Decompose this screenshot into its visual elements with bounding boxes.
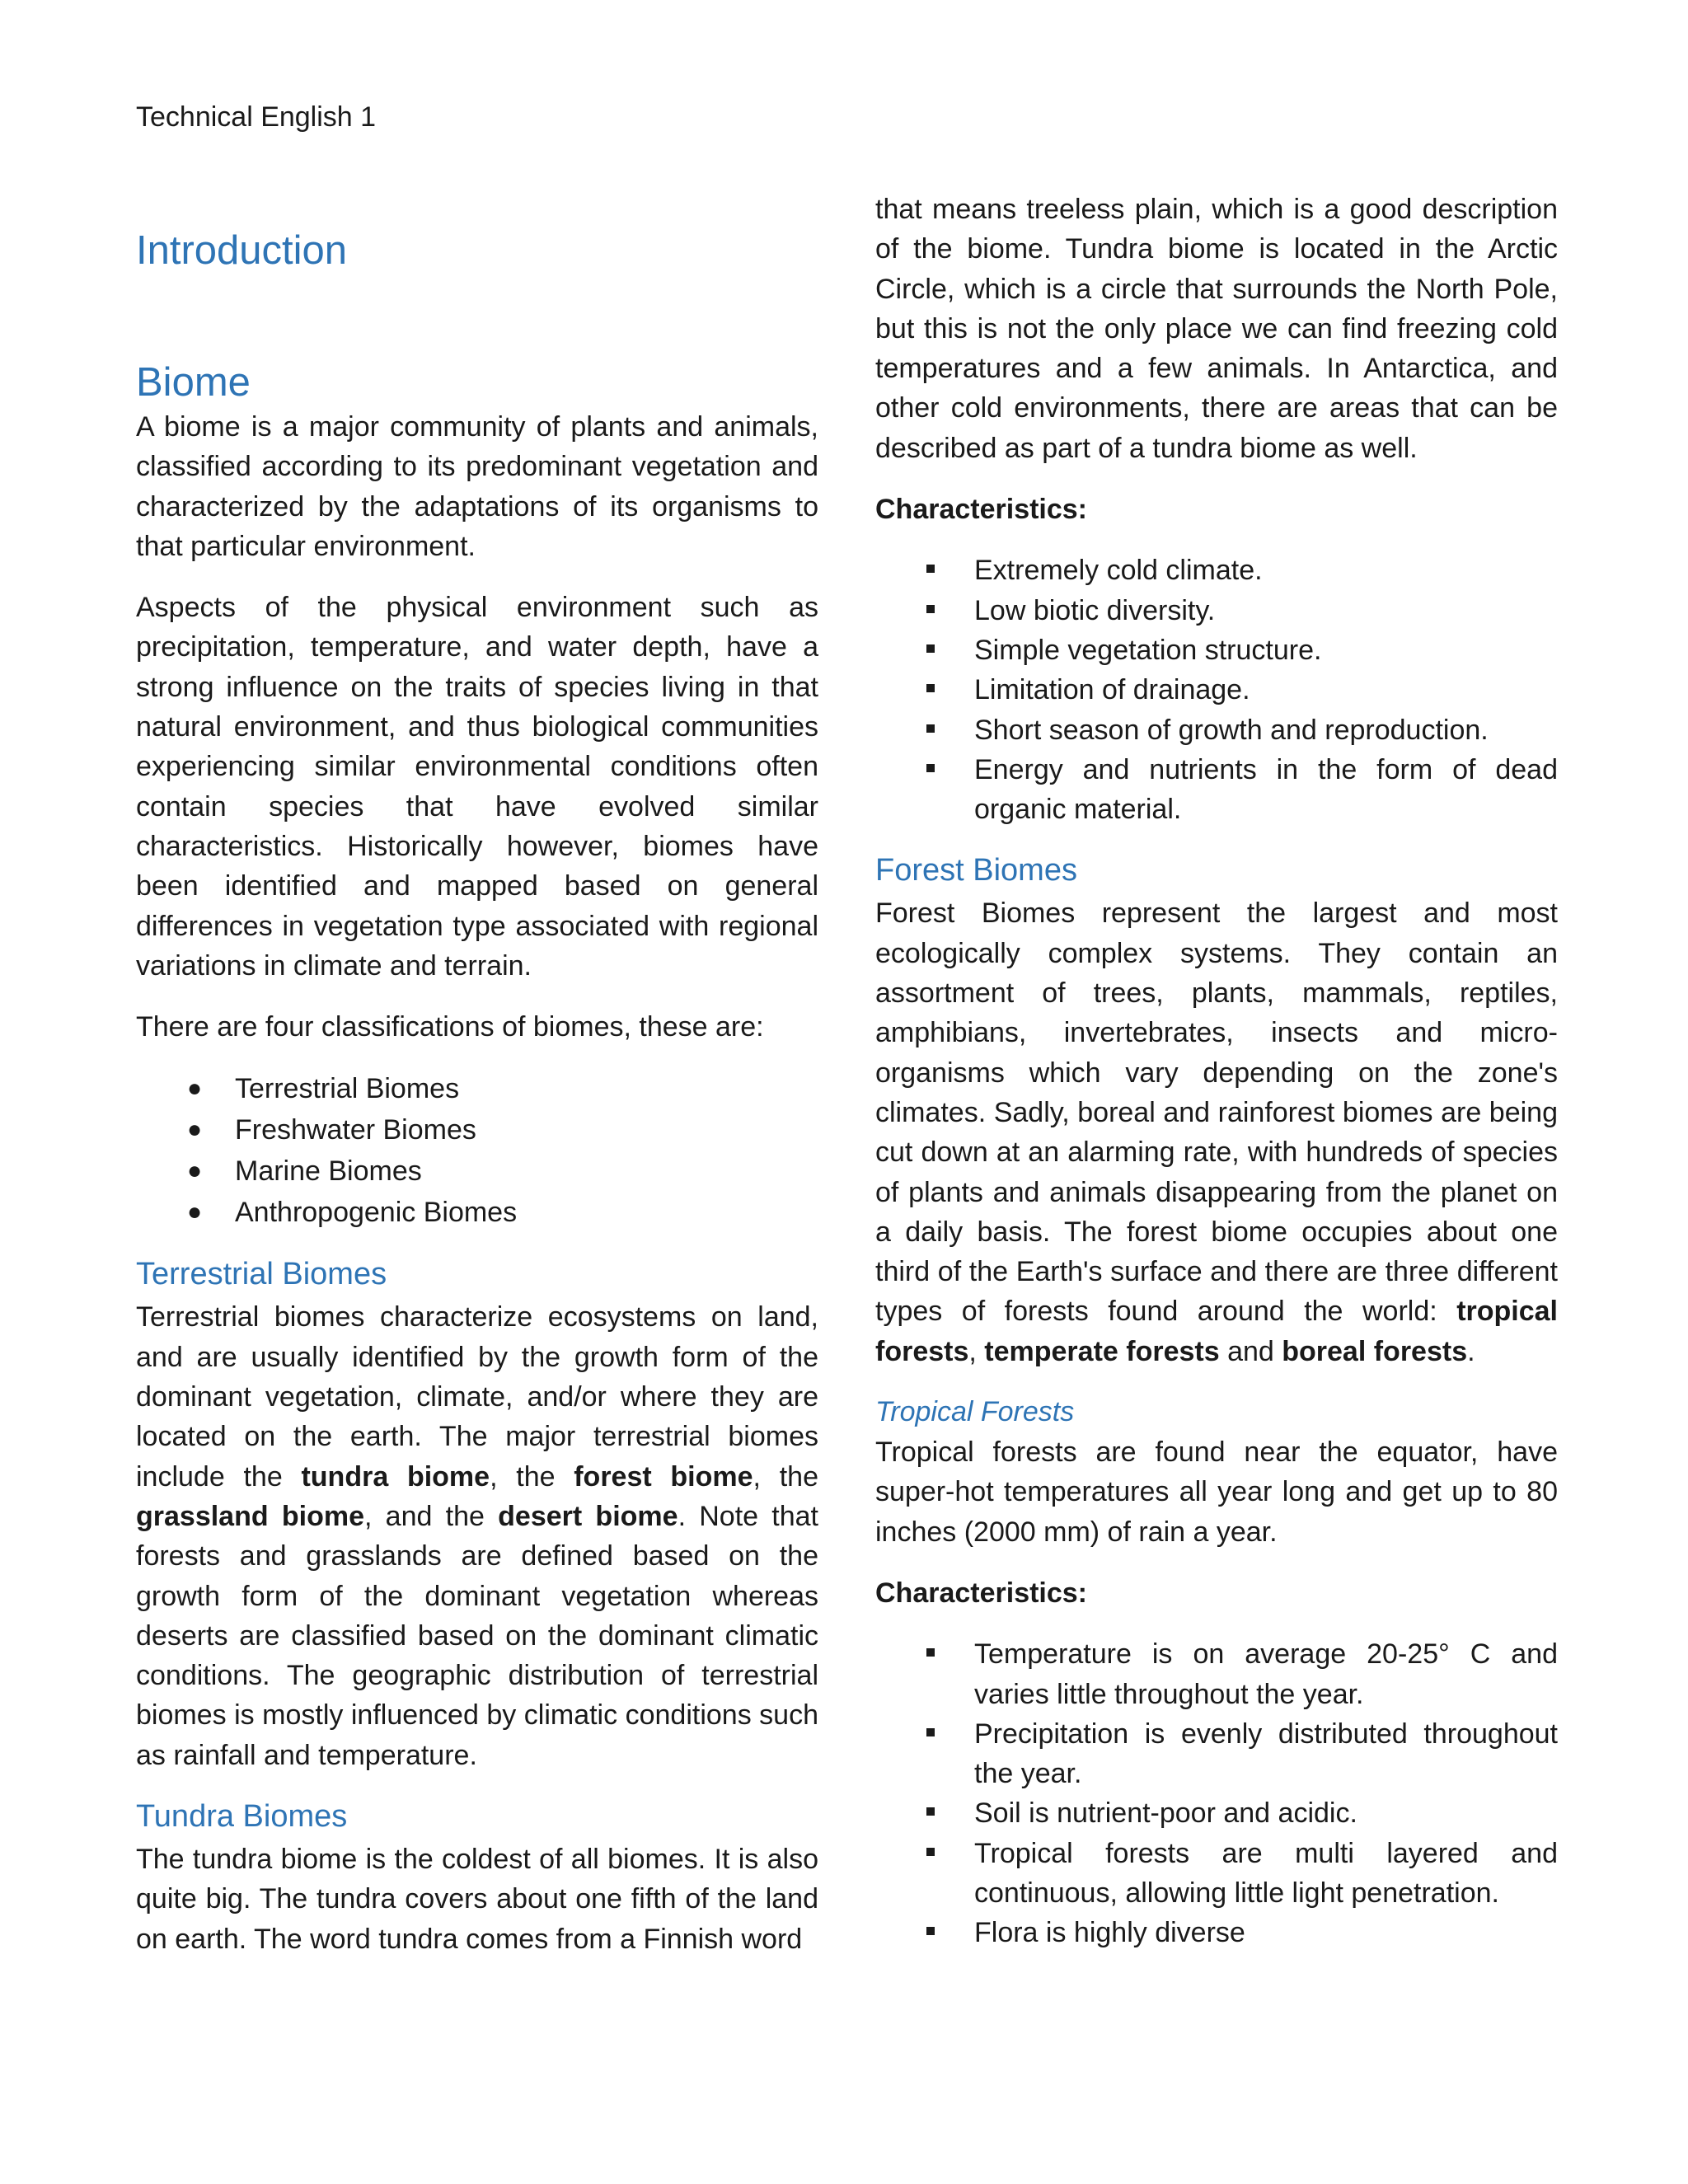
list-item-label: Terrestrial Biomes bbox=[235, 1073, 460, 1105]
classification-list bbox=[136, 1068, 818, 1233]
list-item-label: Freshwater Biomes bbox=[235, 1114, 476, 1146]
list-item-label: Low biotic diversity. bbox=[974, 594, 1216, 626]
list-item bbox=[875, 710, 1558, 750]
bullet-icon: ● bbox=[187, 1116, 203, 1144]
biome-paragraph-2: Aspects of the physical environment such as precipitation, temperature, and water depth, have a strong influence on the traits of species living in that natural environment, and thus biological communities experiencing similar environmental conditions often contain species that have evolved similar characteristics. Historically however, biomes have been identified and mapped based on general differences in vegetation type associated with regional variations in climate and terrain. bbox=[136, 592, 818, 982]
list-item-label: Marine Biomes bbox=[235, 1155, 422, 1188]
list-item-label: Tropical forests are multi layered and continuous, allowing little light penetration. bbox=[974, 1837, 1558, 1909]
term-forest-biome: forest biome bbox=[574, 1460, 753, 1493]
list-item-label: Simple vegetation structure. bbox=[974, 634, 1322, 666]
tundra-characteristics-label: Characteristics: bbox=[875, 494, 1088, 526]
list-item bbox=[875, 750, 1558, 830]
biome-paragraph-1: A biome is a major community of plants and animals, classified according to its predominant vegetation and characterized by the adaptations of its organisms to that particular environment. bbox=[136, 411, 818, 562]
list-item bbox=[136, 1109, 818, 1151]
list-item bbox=[875, 670, 1558, 710]
tropical-characteristics-label: Characteristics: bbox=[875, 1577, 1088, 1609]
list-item bbox=[875, 1913, 1558, 1952]
list-item bbox=[136, 1151, 818, 1192]
list-item-label: Anthropogenic Biomes bbox=[235, 1197, 518, 1229]
heading-terrestrial-biomes: Terrestrial Biomes bbox=[136, 1257, 387, 1292]
tropical-paragraph: Tropical forests are found near the equator, have super-hot temperatures all year long and get up to 80 inches (2000 mm) of rain a year. bbox=[875, 1436, 1558, 1548]
list-item bbox=[875, 1634, 1558, 1714]
square-bullet-icon bbox=[926, 1807, 935, 1816]
square-bullet-icon bbox=[926, 1648, 935, 1657]
list-item bbox=[875, 1714, 1558, 1794]
list-item-label: Temperature is on average 20-25° C and varies little throughout the year. bbox=[974, 1638, 1558, 1710]
list-item bbox=[875, 1793, 1558, 1833]
square-bullet-icon bbox=[926, 1728, 935, 1736]
biome-paragraph-3: There are four classifications of biomes, these are: bbox=[136, 1011, 764, 1043]
tundra-paragraph-part-1: The tundra biome is the coldest of all biomes. It is also quite big. The tundra covers about one fifth of the land on earth. The word tundra comes from a Finnish word bbox=[136, 1844, 818, 1955]
heading-forest-biomes: Forest Biomes bbox=[875, 853, 1077, 888]
right-column bbox=[875, 190, 1558, 1975]
square-bullet-icon bbox=[926, 644, 935, 653]
term-temperate-forests: temperate forests bbox=[984, 1335, 1220, 1367]
list-item-label: Short season of growth and reproduction. bbox=[974, 714, 1489, 746]
list-item-label: Energy and nutrients in the form of dead organic material. bbox=[974, 753, 1558, 826]
list-item-label: Flora is highly diverse bbox=[974, 1917, 1245, 1949]
terrestrial-paragraph: Terrestrial biomes characterize ecosystems on land, and are usually identified by the growth form of the dominant vegetation, climate, and/or where they are located on the earth. The major terrestrial biomes include the tundra biome, the forest biome, the grassland biome, and the desert biome. Note that forests and grasslands are defined based on the growth form of the dominant vegetation whereas deserts are classified based on the dominant climatic conditions. The geographic distribution of terrestrial biomes is mostly influenced by climatic conditions such as rainfall and temperature. bbox=[136, 1301, 819, 1771]
list-item-label: Extremely cold climate. bbox=[974, 555, 1263, 587]
list-item-label: Soil is nutrient-poor and acidic. bbox=[974, 1797, 1357, 1830]
term-tropical-forests: tropical forests bbox=[875, 1296, 1558, 1367]
bullet-icon: ● bbox=[187, 1075, 203, 1103]
square-bullet-icon bbox=[926, 724, 935, 733]
list-item bbox=[875, 591, 1558, 630]
list-item bbox=[875, 1834, 1558, 1914]
heading-biome: Biome bbox=[136, 360, 251, 405]
bullet-icon: ● bbox=[187, 1157, 203, 1185]
term-tundra-biome: tundra biome bbox=[301, 1460, 490, 1493]
list-item-label: Precipitation is evenly distributed throughout the year. bbox=[974, 1718, 1558, 1790]
square-bullet-icon bbox=[926, 605, 935, 613]
tundra-paragraph-part-2: that means treeless plain, which is a good description of the biome. Tundra biome is located in the Arctic Circle, which is a circle that surrounds the North Pole, but this is not the only place we can find freezing cold temperatures and a few animals. In Antarctica, and other cold environments, there are areas that can be described as part of a tundra biome as well. bbox=[875, 194, 1558, 464]
heading-tropical-forests: Tropical Forests bbox=[875, 1396, 1075, 1428]
bullet-icon: ● bbox=[187, 1198, 203, 1226]
list-item bbox=[875, 630, 1558, 670]
square-bullet-icon bbox=[926, 764, 935, 772]
square-bullet-icon bbox=[926, 1927, 935, 1935]
square-bullet-icon bbox=[926, 684, 935, 692]
term-desert-biome: desert biome bbox=[498, 1500, 678, 1532]
list-item bbox=[136, 1192, 818, 1233]
list-item-label: Limitation of drainage. bbox=[974, 674, 1250, 706]
heading-introduction: Introduction bbox=[136, 228, 348, 273]
tropical-characteristics-list bbox=[875, 1634, 1558, 1952]
square-bullet-icon bbox=[926, 1848, 935, 1856]
square-bullet-icon bbox=[926, 565, 935, 573]
page-header: Technical English 1 bbox=[136, 101, 377, 133]
left-column bbox=[136, 190, 818, 1980]
list-item bbox=[136, 1068, 818, 1109]
heading-tundra-biomes: Tundra Biomes bbox=[136, 1799, 348, 1835]
term-grassland-biome: grassland biome bbox=[136, 1500, 364, 1532]
forest-paragraph: Forest Biomes represent the largest and most ecologically complex systems. They contain an assortment of trees, plants, mammals, reptiles, amphibians, invertebrates, insects and micro-organisms which vary depending on the zone's climates. Sadly, boreal and rainforest biomes are being cut down at an alarming rate, with hundreds of species of plants and animals disappearing from the planet on a daily basis. The forest biome occupies about one third of the Earth's surface and there are three different types of forests found around the world: tropical forests, temperate forests and boreal forests. bbox=[875, 898, 1558, 1367]
list-item bbox=[875, 551, 1558, 590]
tundra-characteristics-list bbox=[875, 551, 1558, 829]
term-boreal-forests: boreal forests bbox=[1282, 1335, 1468, 1367]
